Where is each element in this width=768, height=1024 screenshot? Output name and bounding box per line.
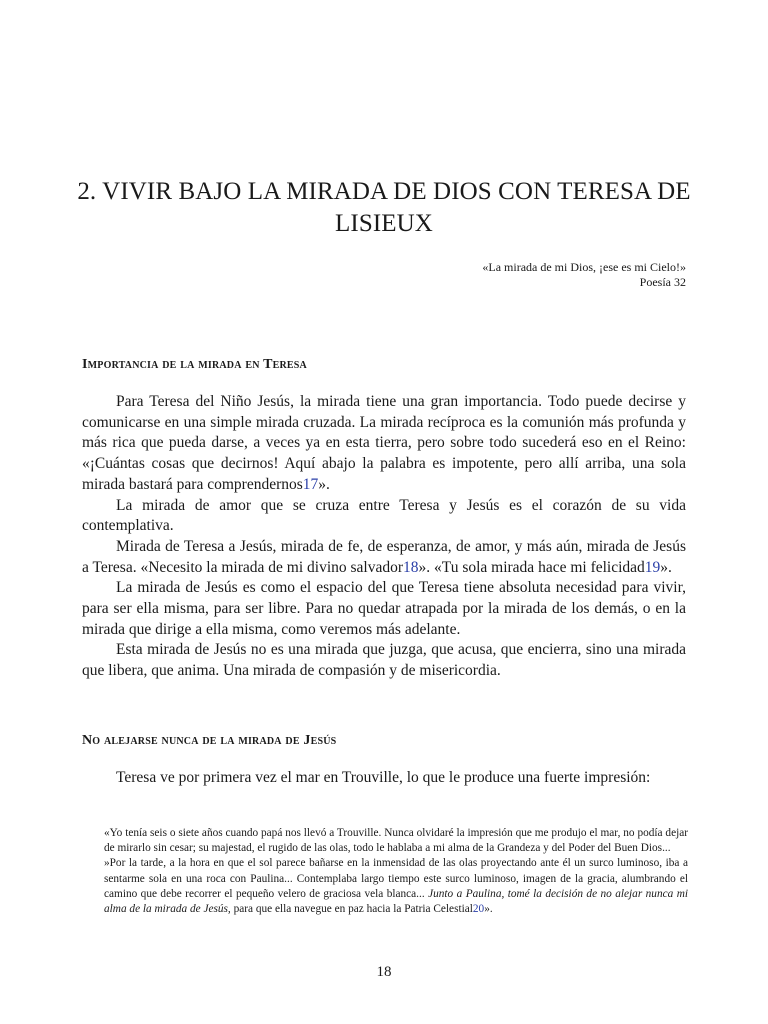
epigraph-quote: «La mirada de mi Dios, ¡ese es mi Cielo!» xyxy=(482,260,686,274)
paragraph: Teresa ve por primera vez el mar en Trouville, lo que le produce una fuerte impresión: xyxy=(116,769,651,786)
chapter-title-line-2: LISIEUX xyxy=(335,210,433,237)
chapter-title xyxy=(60,176,708,240)
paragraph: Mirada de Teresa a Jesús, mirada de fe, de esperanza, de amor, y más aún, mirada de Jesús a Teresa. «Necesito la mirada de mi divino salvador18». «Tu sola mirada hace mi felicidad19». xyxy=(82,537,686,576)
paragraph: La mirada de Jesús es como el espacio del que Teresa tiene absoluta necesidad para vivir, para ser ella misma, para ser libre. Para no quedar atrapada por la mirada de los demás, o en la mirada que dirige a ella misma, como veremos más adelante. xyxy=(82,579,686,638)
epigraph xyxy=(482,260,686,290)
page-number: 18 xyxy=(376,964,392,980)
quote-emphasis: Junto a Paulina, tomé la decisión de no alejar nunca mi alma de la mirada de Jesús, xyxy=(104,887,688,916)
section-heading-no-alejarse: No alejarse nunca de la mirada de Jesús xyxy=(82,733,337,748)
footnote-ref-17[interactable]: 17 xyxy=(302,475,319,493)
footnote-ref-18[interactable]: 18 xyxy=(403,558,419,576)
block-quote xyxy=(104,826,688,917)
section1-body xyxy=(82,392,686,682)
footnote-ref-20[interactable]: 20 xyxy=(472,903,485,916)
paragraph: Esta mirada de Jesús no es una mirada que juzga, que acusa, que encierra, sino una mirada que libera, que anima. Una mirada de compasión y de misericordia. xyxy=(82,641,686,680)
quote-paragraph-2: »Por la tarde, a la hora en que el sol parece bañarse en la inmensidad de las olas proyectando ante él un surco luminoso, iba a sentarme sola en una roca con Paulina... Contemplaba largo tiempo este surco luminoso, imagen de la gracia, alumbrando el camino que debe recorrer el pequeño velero de graciosa vela blanca... Junto a Paulina, tomé la decisión de no alejar nunca mi alma de la mirada de Jesús, para que ella navegue en paz hacia la Patria Celestial20». xyxy=(104,857,688,916)
chapter-title-line-1: 2. VIVIR BAJO LA MIRADA DE DIOS CON TERESA DE xyxy=(77,178,691,205)
paragraph: La mirada de amor que se cruza entre Teresa y Jesús es el corazón de su vida contemplativa. xyxy=(82,496,686,535)
epigraph-source: Poesía 32 xyxy=(639,275,686,289)
quote-paragraph-1: «Yo tenía seis o siete años cuando papá nos llevó a Trouville. Nunca olvidaré la impresión que me produjo el mar, no podía dejar de mirarlo sin cesar; su majestad, el rugido de las olas, todo le hablaba a mi alma de la Grandeza y del Poder del Buen Dios... xyxy=(104,827,688,855)
paragraph: Para Teresa del Niño Jesús, la mirada tiene una gran importancia. Todo puede decirse y comunicarse en una simple mirada cruzada. La mirada recíproca es la comunión más profunda y más rica que pueda darse, a veces ya en esta tierra, pero sobre todo sucederá eso en el Reino: «¡Cuántas cosas que decirnos! Aquí abajo la palabra es impotente, pero allí arriba, una sola mirada bastará para comprendernos17». xyxy=(82,393,686,493)
section-heading-importancia: Importancia de la mirada en Teresa xyxy=(82,357,307,372)
section2-body xyxy=(82,768,686,789)
footnote-ref-19[interactable]: 19 xyxy=(644,558,661,576)
